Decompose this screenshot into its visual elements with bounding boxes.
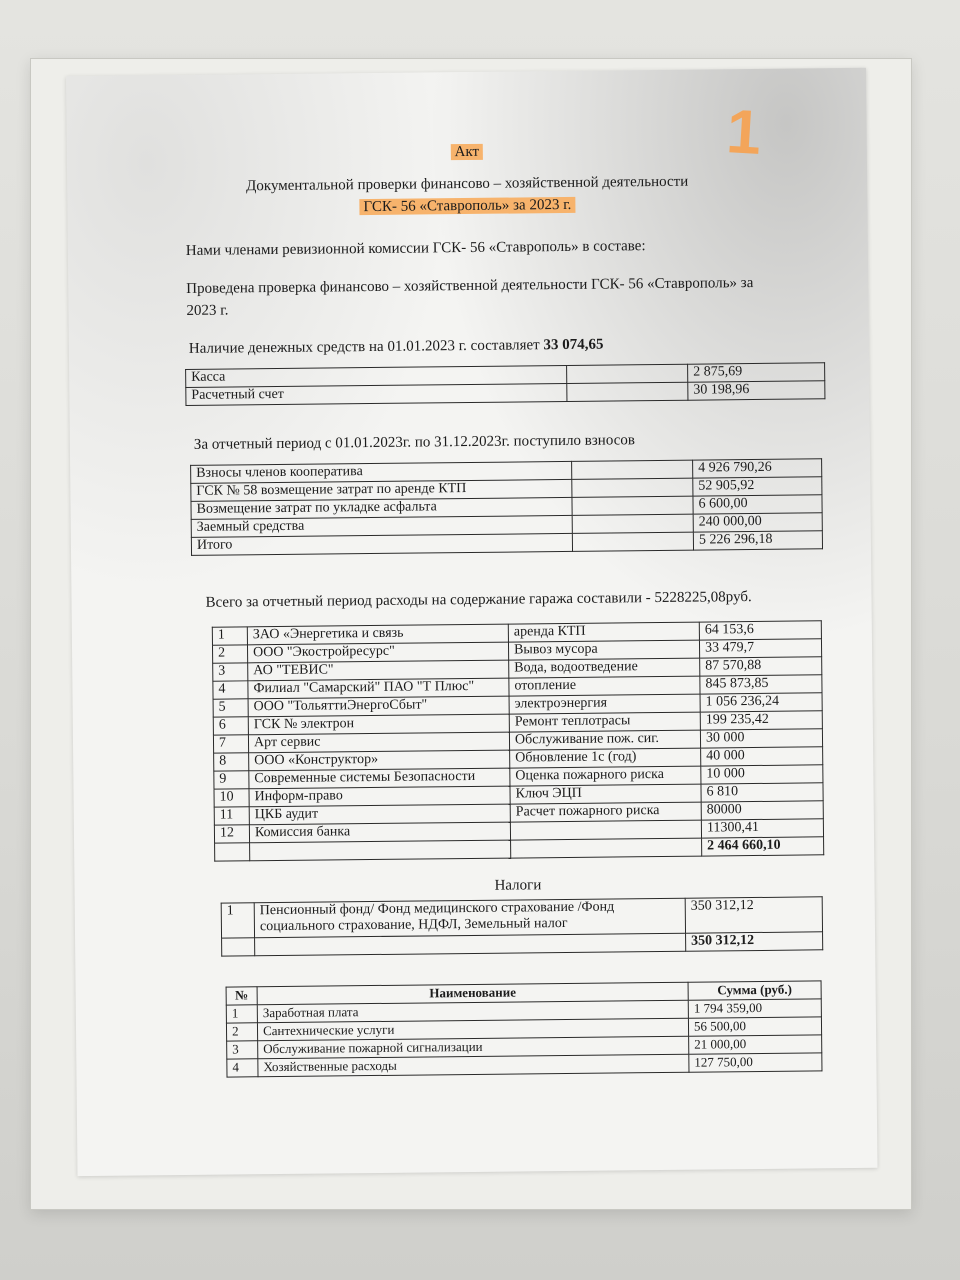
table-row: 1 Пенсионный фонд/ Фонд медицинского страхование /Фонд социального страхование, НДФЛ, Земельный налог 350 312,12 <box>221 897 822 938</box>
table-row: 3 Обслуживание пожарной сигнализации 21 000,00 <box>227 1035 822 1059</box>
table-row: 3 АО "ТЕВИС" Вода, водоотведение 87 570,88 <box>213 657 822 681</box>
table-row: Итого 5 226 296,18 <box>191 531 822 556</box>
table-row: 4 Филиал "Самарский" ПАО "Т Плюс" отопление 845 873,85 <box>213 675 822 699</box>
table-row: Расчетный счет 30 198,96 <box>186 381 825 406</box>
table-row: Возмещение затрат по укладке асфальта 6 600,00 <box>191 495 822 520</box>
doc-heading: Акт <box>67 140 867 165</box>
page-number-mark: 1 <box>724 97 764 169</box>
cash-line: Наличие денежных средств на 01.01.2023 г. составляет 33 074,65 <box>188 336 604 357</box>
table-row: 9 Современные системы Безопасности Оценка пожарного риска 10 000 <box>214 765 823 789</box>
income-line: За отчетный период с 01.01.2023г. по 31.12.2023г. поступило взносов <box>193 432 635 453</box>
table-row: 2 ООО "Экостройресурс" Вывоз мусора 33 479,7 <box>212 639 821 663</box>
expense-total: 2 464 660,10 <box>702 837 824 856</box>
table-row: 7 Арт сервис Обслуживание пож. сиг. 30 000 <box>213 729 822 753</box>
taxes-title: Налоги <box>494 877 542 894</box>
table-row: 10 Информ-право Ключ ЭЦП 6 810 <box>214 783 823 807</box>
doc-subtitle: Документальной проверки финансово – хозяйственной деятельности <box>246 173 689 195</box>
doc-org-line: ГСК- 56 «Ставрополь» за 2023 г. <box>67 194 867 219</box>
cash-table <box>185 362 825 406</box>
table-row: 5 ООО "ТольяттиЭнергоСбыт" электроэнергия 1 056 236,24 <box>213 693 822 717</box>
expense-line: Всего за отчетный период расходы на содержание гаража составили - 5228225,08руб. <box>205 589 752 611</box>
table-row: 6 ГСК № электрон Ремонт теплотрасы 199 235,42 <box>213 711 822 735</box>
taxes-table <box>221 896 824 956</box>
table-row: ГСК № 58 возмещение затрат по аренде КТП 52 905,92 <box>191 477 822 502</box>
income-table <box>190 458 823 556</box>
expense-table <box>212 620 824 861</box>
commission-text: Нами членами ревизионной комиссии ГСК- 56 «Ставрополь» в составе: <box>185 238 646 259</box>
taxes-total: 350 312,12 <box>686 932 823 951</box>
table-row: Взносы членов кооператива 4 926 790,26 <box>191 459 822 484</box>
table-row: Заемный средства 240 000,00 <box>191 513 822 538</box>
salary-table <box>226 980 823 1077</box>
table-row: 1 ЗАО «Энергетика и связь аренда КТП 64 153,6 <box>212 621 821 645</box>
table-row: 8 ООО «Конструктор» Обновление 1с (год) 40 000 <box>214 747 823 771</box>
table-row: Касса 2 875,69 <box>186 363 825 388</box>
document-sheet <box>66 68 877 1176</box>
audit-text-2: 2023 г. <box>186 302 229 319</box>
table-row: 1 Заработная плата 1 794 359,00 <box>226 999 821 1023</box>
audit-text-1: Проведена проверка финансово – хозяйственной деятельности ГСК- 56 «Ставрополь» за <box>186 275 754 297</box>
table-row: 4 Хозяйственные расходы 127 750,00 <box>227 1053 822 1077</box>
table-row: 11 ЦКБ аудит Расчет пожарного риска 80000 <box>214 801 823 825</box>
table-row: 12 Комиссия банка 11300,41 <box>214 819 823 843</box>
table-row: 2 Сантехнические услуги 56 500,00 <box>226 1017 821 1041</box>
table-header: № Наименование Сумма (руб.) <box>226 981 821 1005</box>
